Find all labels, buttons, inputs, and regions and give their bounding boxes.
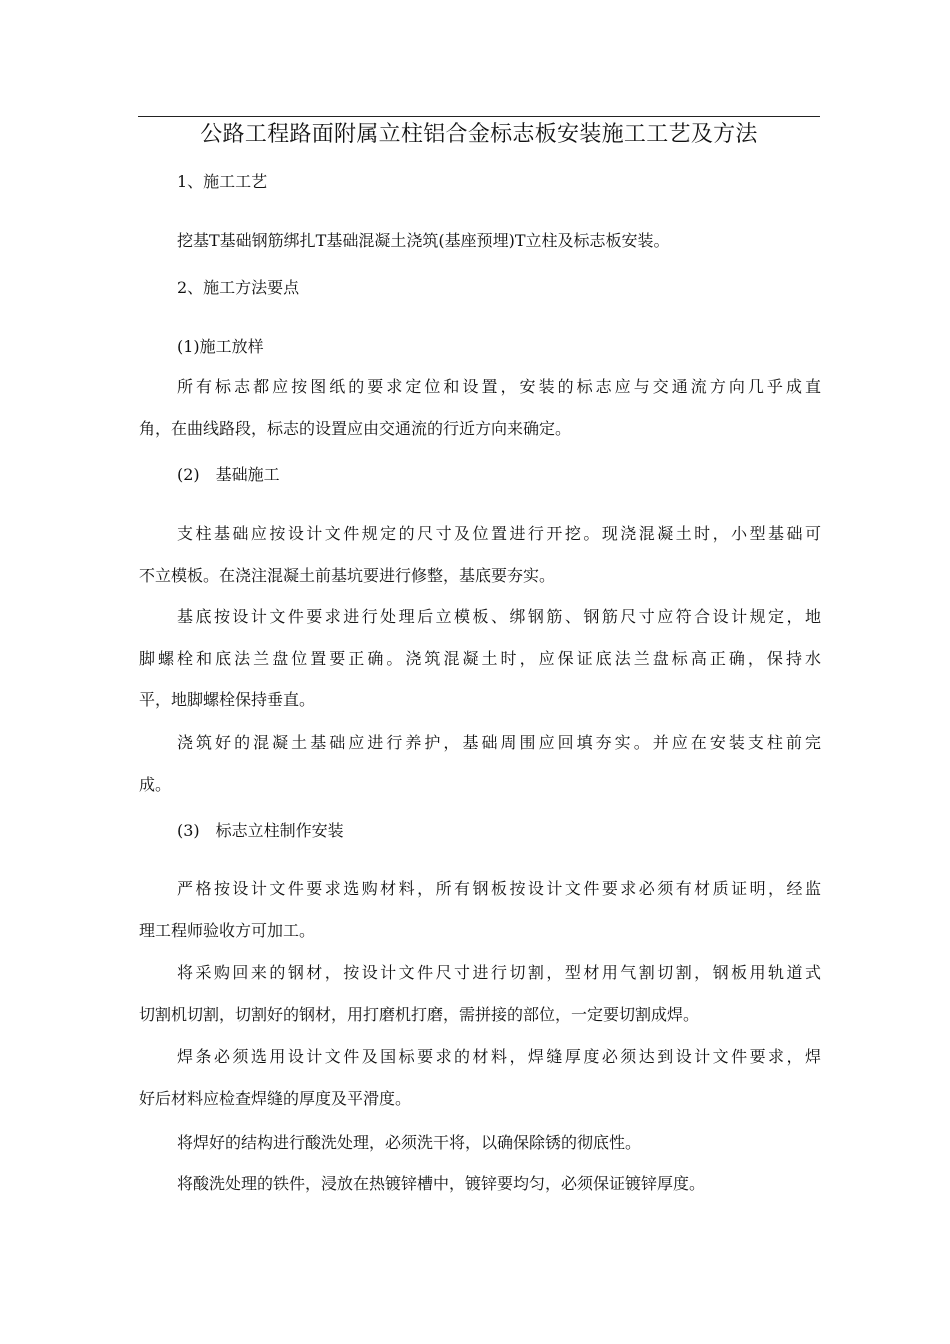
subsection-heading-2: (2) 基础施工 [177,465,280,484]
paragraph-line: 理工程师验收方可加工。 [139,921,316,940]
document-title: 公路工程路面附属立柱铝合金标志板安装施工工艺及方法 [200,122,758,147]
paragraph-line: 切割机切割，切割好的钢材，用打磨机打磨，需拼接的部位，一定要切割成焊。 [139,1005,700,1024]
paragraph-line: 不立模板。在浇注混凝土前基坑要进行修整，基底要夯实。 [139,566,556,585]
paragraph-line: 严格按设计文件要求选购材料，所有钢板按设计文件要求必须有材质证明，经监 [177,879,821,898]
paragraph-line: 支柱基础应按设计文件规定的尺寸及位置进行开挖。现浇混凝土时，小型基础可 [177,524,821,543]
paragraph-line: 将酸洗处理的铁件，浸放在热镀锌槽中，镀锌要均匀，必须保证镀锌厚度。 [177,1174,706,1193]
paragraph-line: 焊条必须选用设计文件及国标要求的材料，焊缝厚度必须达到设计文件要求，焊 [177,1047,821,1066]
subsection-heading-3: (3) 标志立柱制作安装 [177,821,344,840]
paragraph-line: 成。 [139,775,172,794]
paragraph-line: 平，地脚螺栓保持垂直。 [139,690,316,709]
header-rule [138,116,820,117]
paragraph-line: 所有标志都应按图纸的要求定位和设置，安装的标志应与交通流方向几乎成直 [177,377,821,396]
paragraph-line: 将采购回来的钢材，按设计文件尺寸进行切割，型材用气割切割，钢板用轨道式 [177,963,821,982]
section-heading-1: 1、施工工艺 [177,172,268,191]
paragraph-line: 角，在曲线路段，标志的设置应由交通流的行近方向来确定。 [139,419,572,438]
paragraph-line: 将焊好的结构进行酸洗处理，必须洗干将，以确保除锈的彻底性。 [177,1133,642,1152]
paragraph-line: 浇筑好的混凝土基础应进行养护，基础周围应回填夯实。并应在安装支柱前完 [177,733,821,752]
subsection-heading-1: (1)施工放样 [177,337,264,356]
paragraph-line: 好后材料应检查焊缝的厚度及平滑度。 [139,1089,412,1108]
process-flow-text: 挖基T基础钢筋绑扎T基础混凝土浇筑(基座预埋)T立柱及标志板安装。 [177,231,670,250]
section-heading-2: 2、施工方法要点 [177,278,300,297]
paragraph-line: 基底按设计文件要求进行处理后立模板、绑钢筋、钢筋尺寸应符合设计规定，地 [177,607,821,626]
paragraph-line: 脚螺栓和底法兰盘位置要正确。浇筑混凝土时，应保证底法兰盘标高正确，保持水 [139,649,821,668]
